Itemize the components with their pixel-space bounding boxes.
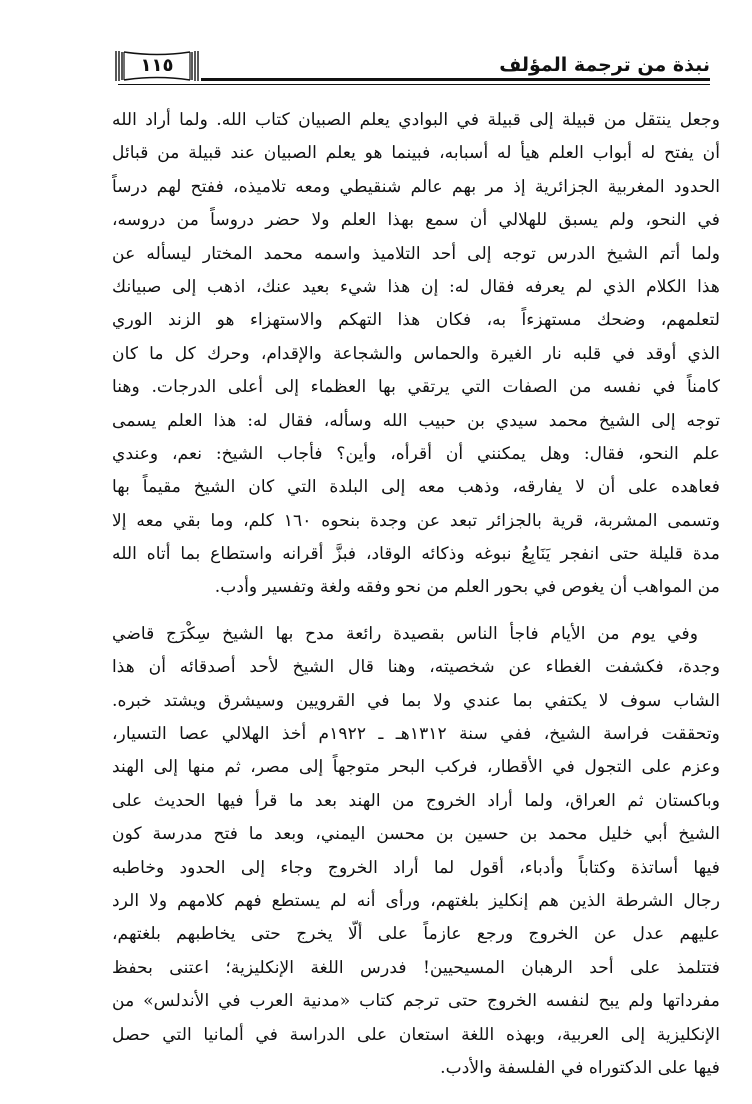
text-line: فيها على الدكتوراه في الفلسفة والأدب. xyxy=(440,1057,720,1078)
text-line: فيها أساتذة وكتاباً وأدباء، أقول لما أراد الخروج وجاء إلى الحدود وخاطبه xyxy=(112,857,720,878)
text-line: الإنكليزية إلى العربية، وبهذه اللغة استعان على الدراسة في ألمانيا التي حصل xyxy=(112,1024,720,1045)
text-line: في النحو، ولم يسبق للهلالي أن سمع بهذا العلم ولا حضر دروساً من دروسه، xyxy=(112,210,720,231)
header-rule-thick xyxy=(118,78,710,81)
text-line: كامناً في نفسه من الصفات التي يرتقي بها العظماء إلى أعلى الدرجات. وهنا xyxy=(112,377,720,398)
text-line: علم النحو، فقال: وهل يمكنني أن أقرأه، وأين؟ فأجاب الشيخ: نعم، وعندي xyxy=(112,443,720,464)
header-rule-thin xyxy=(118,84,710,85)
text-line: فتتلمذ على أحد الرهبان المسيحيين! فدرس اللغة الإنكليزية؛ اعتنى بحفظ xyxy=(112,957,720,978)
body-text xyxy=(112,104,720,1085)
text-line: وعزم على التجول في الأقطار، فركب البحر متوجهاً إلى مصر، ثم منها إلى الهند xyxy=(112,757,720,778)
text-line: من المواهب أن يغوص في بحور العلم من نحو وفقه ولغة وتفسير وأدب. xyxy=(214,577,720,598)
text-line: الشاب سوف لا يكتفي بما عندي ولا بما في القرويين وسيشرق ويشتد خبره. xyxy=(112,690,720,711)
text-line: وتحققت فراسة الشيخ، ففي سنة ١٣١٢هـ ـ ١٩٢٢م أخذ الهلالي عصا التسيار، xyxy=(112,724,720,745)
text-line: أن يفتح له أبواب العلم هيأ له أسبابه، فبينما هو يعلم الصبيان عند قبيلة من قبائل xyxy=(112,143,720,164)
text-line: فعاهده على أن لا يفارقه، وذهب معه إلى البلدة التي كان الشيخ مقيماً بها xyxy=(112,477,720,498)
text-line: الذي أوقد في قلبه نار الغيرة والحماس والشجاعة والإقدام، وحرك كل ما كان xyxy=(112,343,720,364)
text-line: مدة قليلة حتى انفجر يَنَابِعُ نبوغه وذكائه الوقاد، فبزَّ أقرانه واستطاع بما أتاه الله xyxy=(112,544,720,565)
page-number-ornament xyxy=(112,48,202,84)
text-line: وتسمى المشربة، قرية بالجزائر تبعد عن وجدة بنحوه ١٦٠ كلم، وما بقي معه إلا xyxy=(112,510,720,531)
text-line: عليهم عدل عن الخروج ورجع عازماً على ألّا يخرج حتى يخاطبهم بلغتهم، xyxy=(112,924,720,945)
text-line: وباكستان ثم العراق، ولما أراد الخروج من الهند بعد ما قرأ فيها الحديث على xyxy=(112,790,720,811)
text-line: وفي يوم من الأيام فاجأ الناس بقصيدة رائعة مدح بها الشيخ سِكْرَج قاضي xyxy=(112,623,698,644)
page-number: ١١٥ xyxy=(140,55,174,76)
text-line: وجدة، فكشفت الغطاء عن شخصيته، وهنا قال الشيخ لأحد أصدقائه أن هذا xyxy=(112,657,720,678)
text-line: وجعل ينتقل من قبيلة إلى قبيلة في البوادي يعلم الصبيان كتاب الله. ولما أراد الله xyxy=(112,110,720,130)
page-header xyxy=(0,0,752,92)
paragraph xyxy=(112,104,720,605)
paragraph xyxy=(112,618,720,1085)
running-title: نبذة من ترجمة المؤلف xyxy=(499,54,710,76)
text-line: الشيخ أبي خليل محمد بن حسين بن محسن اليمني، وبعد ما فتح مدرسة كون xyxy=(112,824,720,845)
text-line: الحدود المغربية الجزائرية إذ مر بهم عالم شنقيطي ومعه تلاميذه، ففتح لهم درساً xyxy=(112,176,720,197)
text-line: هذا الكلام الذي لم يعرفه فقال له: إن هذا شيء بعيد عنك، اذهب إلى صبيانك xyxy=(112,276,720,297)
text-line: ولما أتم الشيخ الدرس توجه إلى أحد التلاميذ واسمه محمد المختار ليسأله عن xyxy=(112,243,720,264)
text-line: رجال الشرطة الذين هم إنكليز بلغتهم، ورأى أنه لم يستطع فهم كلامهم ولا الرد xyxy=(112,890,720,911)
paragraph-gap xyxy=(112,605,720,618)
text-line: توجه إلى الشيخ محمد سيدي بن حبيب الله وسأله، فقال له: هذا العلم يسمى xyxy=(112,410,720,431)
text-line: مفرداتها ولم يبح لنفسه الخروج حتى ترجم كتاب «مدنية العرب في الأندلس» من xyxy=(112,991,720,1012)
text-line: لتعلمهم، وضحك مستهزءاً به، فكان هذا التهكم والاستهزاء هو الزند الوري xyxy=(112,310,720,331)
